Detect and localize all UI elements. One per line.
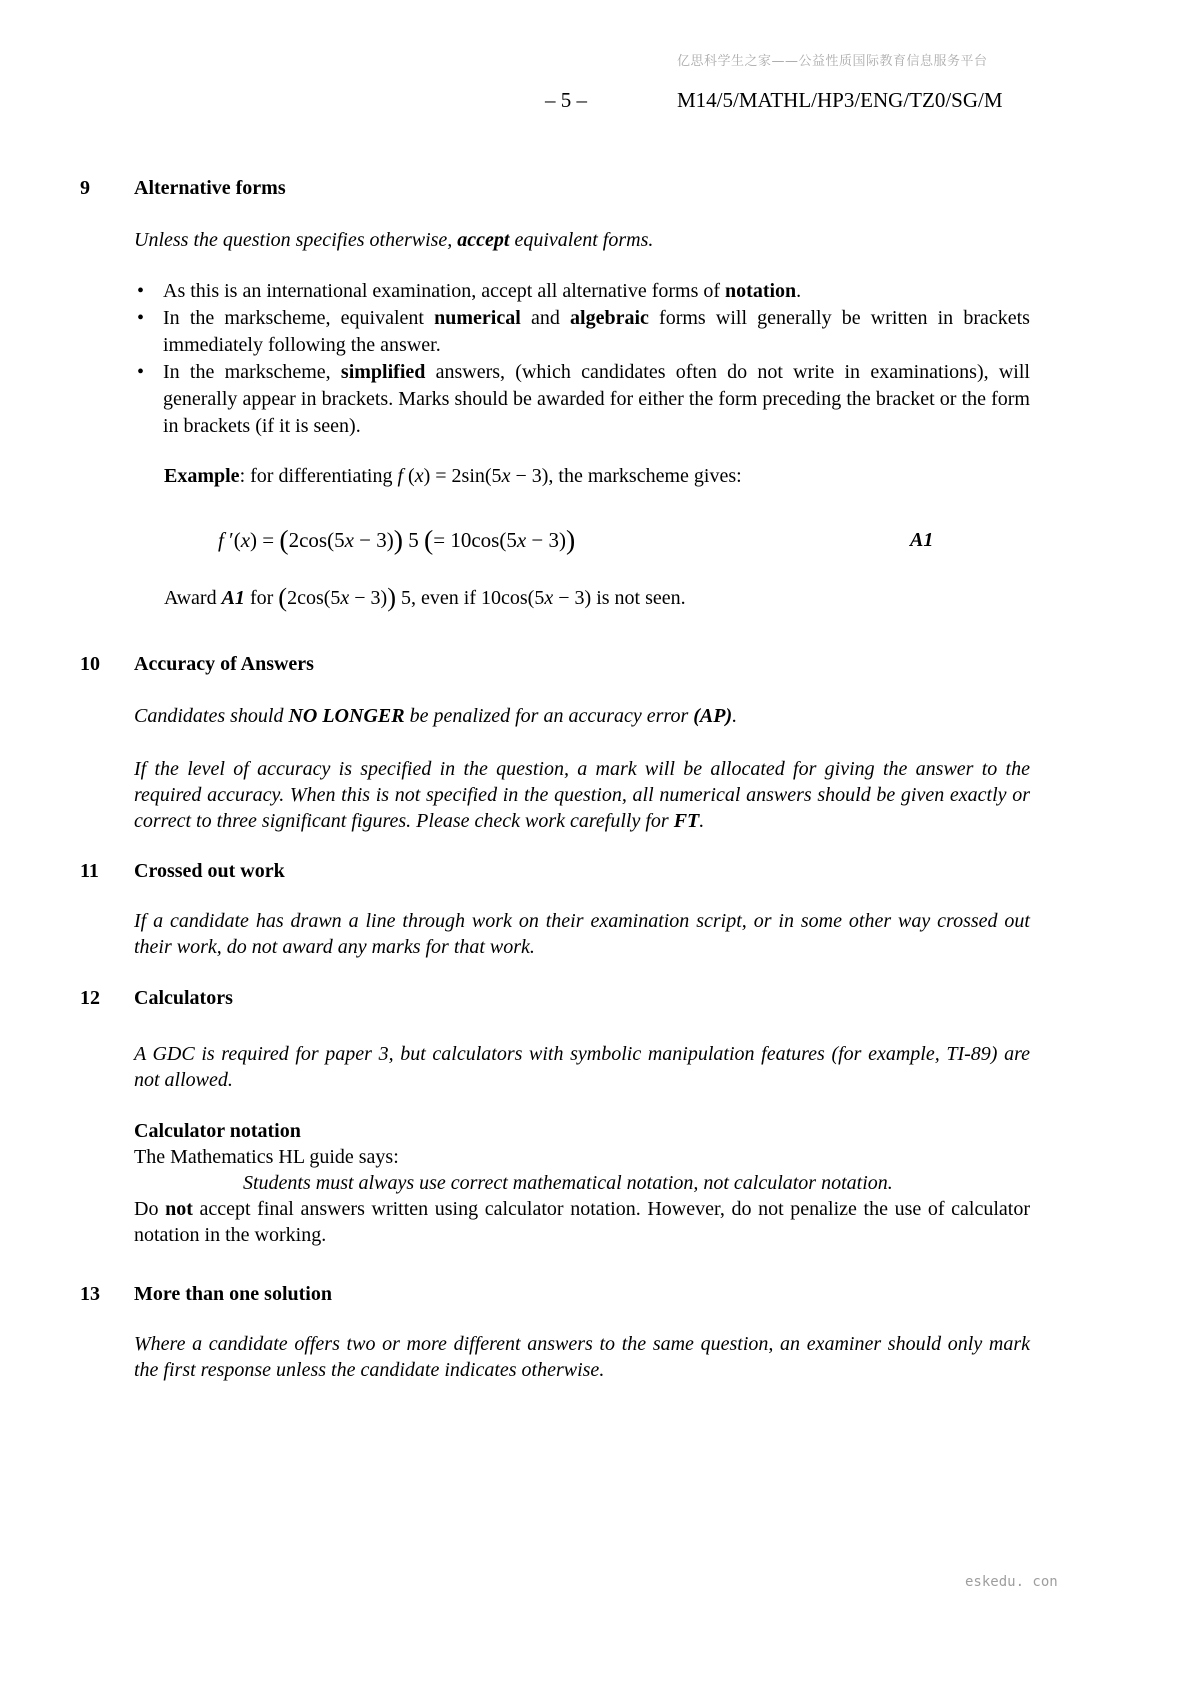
paragraph: Do not accept final answers written using calculator notation. However, do not penalize the use of calculator notation in the working. <box>134 1198 1030 1246</box>
bullet-icon: • <box>137 361 145 383</box>
section-heading <box>80 175 1030 201</box>
quote-line: Students must always use correct mathematical notation, not calculator notation. <box>243 1172 893 1194</box>
section-heading <box>80 985 1030 1011</box>
award-line: Award A1 for (2cos(5x − 3)) 5, even if 10cos(5x − 3) is not seen. <box>164 582 686 612</box>
document-code: M14/5/MATHL/HP3/ENG/TZ0/SG/M <box>677 88 1003 112</box>
bullet-icon: • <box>137 307 145 329</box>
header-watermark: 亿思科学生之家——公益性质国际教育信息服务平台 <box>677 54 988 69</box>
section-calculators <box>80 985 1030 1248</box>
list-item <box>137 278 1030 305</box>
section-title: Accuracy of Answers <box>134 653 314 675</box>
list-item <box>137 305 1030 359</box>
section-number: 10 <box>80 653 100 675</box>
section-heading <box>80 651 1030 677</box>
paragraph: A GDC is required for paper 3, but calculators with symbolic manipulation features (for example, TI-89) are not allowed. <box>134 1043 1030 1091</box>
section-title: Crossed out work <box>134 860 285 882</box>
paragraph: Where a candidate offers two or more different answers to the same question, an examiner should only mark the first response unless the candidate indicates otherwise. <box>134 1333 1030 1381</box>
section-title: More than one solution <box>134 1283 332 1305</box>
section-heading <box>80 1281 1030 1307</box>
paragraph: The Mathematics HL guide says: <box>134 1146 399 1168</box>
formula-line <box>218 523 1030 557</box>
section-more-than-one-solution <box>80 1281 1030 1383</box>
section-title: Alternative forms <box>134 177 286 199</box>
section-accuracy-of-answers <box>80 651 1030 834</box>
list-item <box>137 359 1030 440</box>
bullet-text: In the markscheme, simplified answers, (which candidates often do not write in examinations), will generally appear in brackets. Marks should be awarded for either the form preceding the bracket or the form in brackets (if it is seen). <box>163 361 1030 437</box>
section-heading <box>80 858 1030 884</box>
example-line: Example: for differentiating f (x) = 2sin(5x − 3), the markscheme gives: <box>164 465 742 487</box>
section-number: 12 <box>80 987 100 1009</box>
section-crossed-out-work <box>80 858 1030 960</box>
calculator-notation-block <box>80 1118 1030 1248</box>
section-number: 13 <box>80 1283 100 1305</box>
marks-label: A1 <box>910 529 934 551</box>
bullet-icon: • <box>137 280 145 302</box>
section-number: 9 <box>80 177 90 199</box>
bullet-text: In the markscheme, equivalent numerical and algebraic forms will generally be written in brackets immediately following the answer. <box>163 307 1030 356</box>
paragraph: If a candidate has drawn a line through work on their examination script, or in some other way crossed out their work, do not award any marks for that work. <box>134 910 1030 958</box>
paragraph: Unless the question specifies otherwise, accept equivalent forms. <box>134 229 654 251</box>
section-alternative-forms <box>80 175 1030 613</box>
paragraph: If the level of accuracy is specified in the question, a mark will be allocated for giving the answer to the required accuracy. When this is not specified in the question, all numerical answers should be given exactly or correct to three significant figures. Please check work carefully for FT. <box>134 758 1030 832</box>
section-number: 11 <box>80 860 99 882</box>
section-title: Calculators <box>134 987 233 1009</box>
subsection-heading: Calculator notation <box>134 1120 301 1142</box>
formula-math: f ′(x) = (2cos(5x − 3)) 5 (= 10cos(5x − 3)) <box>218 524 576 555</box>
page-number: – 5 – <box>545 88 587 112</box>
bullet-list <box>80 278 1030 440</box>
paragraph: Candidates should NO LONGER be penalized for an accuracy error (AP). <box>134 705 738 727</box>
footer-watermark: eskedu. con <box>965 1574 1058 1590</box>
document-body <box>80 175 1030 1383</box>
bullet-text: As this is an international examination, accept all alternative forms of notation. <box>163 280 802 302</box>
